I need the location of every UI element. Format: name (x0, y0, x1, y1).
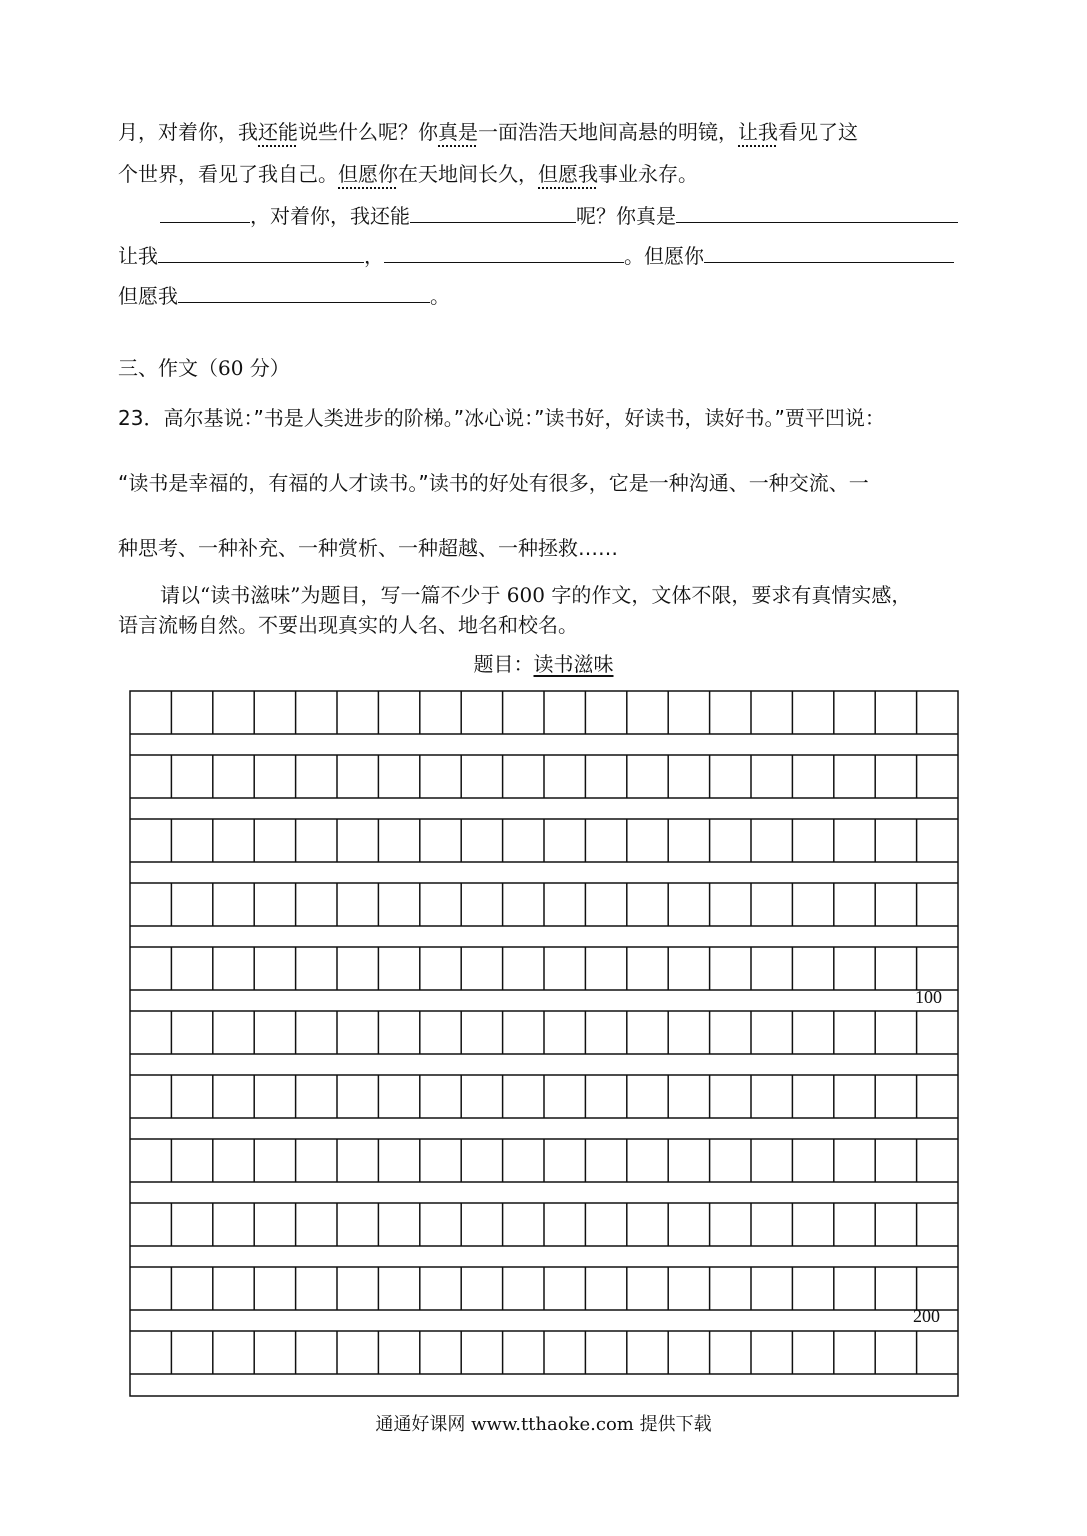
question-line-2: “读书是幸福的，有福的人才读书。”读书的好处有很多，它是一种沟通、一种交流、一 (118, 471, 869, 495)
question-line-1: 23．高尔基说：”书是人类进步的阶梯。”冰心说：”读书好，好读书，读好书。”贾平凹说： (118, 406, 885, 430)
answer-blank[interactable] (158, 240, 364, 263)
question-line-3: 种思考、一种补充、一种赏析、一种超越、一种拯救…… (118, 536, 618, 560)
essay-title: 题目：读书滋味 (473, 652, 614, 676)
dotted-text: 真是 (438, 120, 478, 144)
imitation-line-1: ，对着你，我还能 呢？你真是 (160, 200, 958, 230)
answer-blank[interactable] (160, 200, 250, 223)
answer-blank[interactable] (384, 240, 624, 263)
passage-line-2: 个世界，看见了我自己。但愿你在天地间长久，但愿我事业永存。 (118, 162, 698, 186)
dotted-text: 还能 (258, 120, 298, 144)
grid-marker-100: 100 (915, 987, 942, 1007)
dotted-text: 让我 (738, 120, 778, 144)
imitation-line-2: 让我 ， 。但愿你 (118, 240, 954, 270)
answer-blank[interactable] (410, 200, 576, 223)
requirement-line-1: 请以“读书滋味”为题目，写一篇不少于 600 字的作文，文体不限，要求有真情实感， (160, 583, 912, 607)
passage-line-1: 月，对着你，我还能说些什么呢？你真是一面浩浩天地间高悬的明镜，让我看见了这 (118, 120, 858, 144)
section-title: 三、作文（60 分） (118, 356, 290, 380)
dotted-text: 但愿我 (538, 162, 598, 186)
answer-blank[interactable] (676, 200, 958, 223)
writing-grid[interactable] (129, 690, 959, 1398)
imitation-line-3: 但愿我 。 (118, 280, 450, 310)
grid-marker-200: 200 (913, 1306, 940, 1326)
footer-source: 通通好课网 www.tthaoke.com 提供下载 (375, 1414, 712, 1435)
essay-title-value: 读书滋味 (533, 652, 614, 676)
requirement-line-2: 语言流畅自然。不要出现真实的人名、地名和校名。 (118, 613, 578, 637)
dotted-text: 但愿你 (338, 162, 398, 186)
answer-blank[interactable] (704, 240, 954, 263)
answer-blank[interactable] (178, 280, 430, 303)
